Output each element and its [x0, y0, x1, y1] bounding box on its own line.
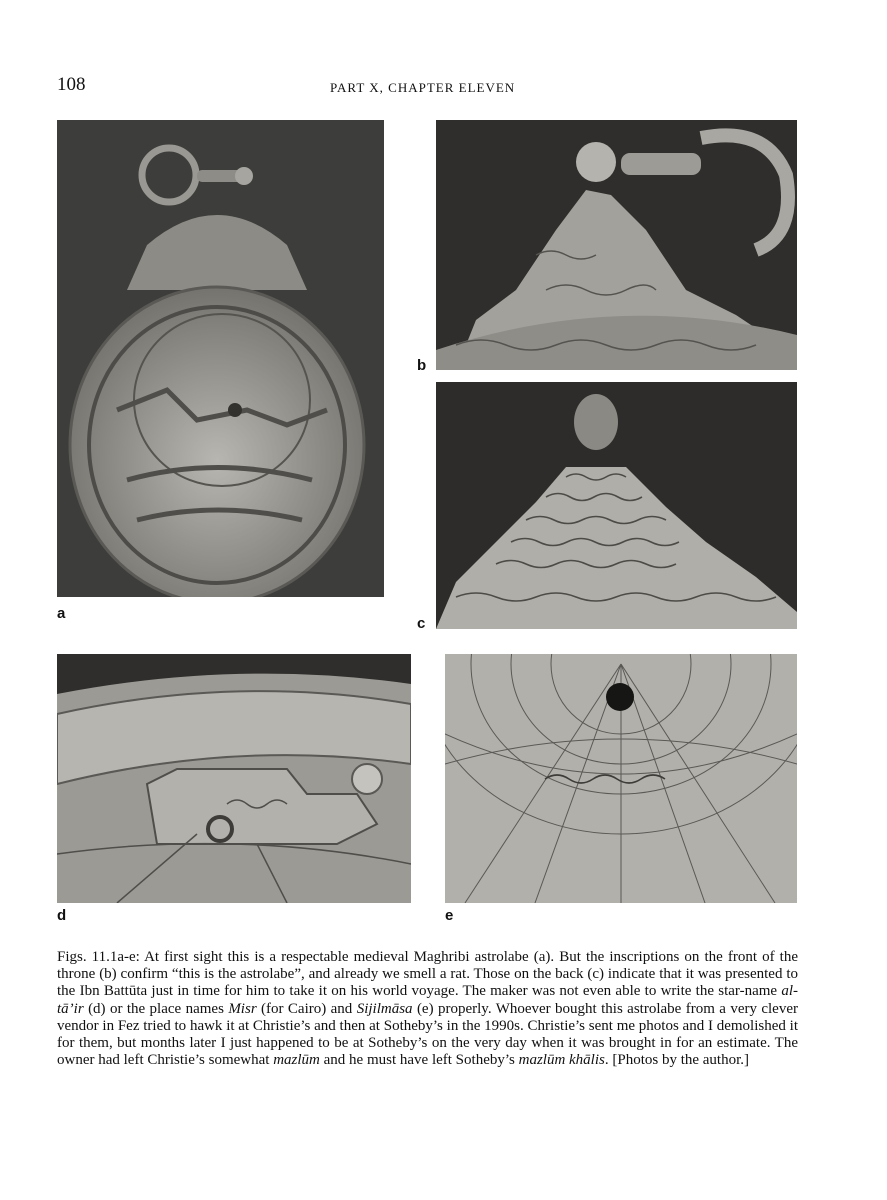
caption-text-1: Figs. 11.1a-e: At first sight this is a respectable medieval Maghribi astrolabe (a). But the inscriptions on the front of the throne (b) confirm “this is the astrolabe”, and already we smell a rat. Those on the back (c) indicate that it was presented to the Ibn Battūta just in time for him to take it on his world voyage. The maker was not even able to write the star-name	[57, 949, 798, 1000]
photo-c-throne-back	[436, 382, 797, 629]
running-head: PART X, CHAPTER ELEVEN	[330, 80, 516, 95]
caption-italic-mazlum: mazlūm	[273, 1052, 320, 1069]
figure-label-e: e	[445, 907, 454, 924]
caption-text-6: . [Photos by the author.]	[604, 1052, 750, 1069]
caption-text-4: (e) properly. Whoever bought this astrolabe from a very clever vendor in Fez tried to hawk it at Christie’s and then at Sotheby’s in the 1990s. Christie’s sent me photos and I demolished it for them, but months later I just happened to be at Sotheby’s on the very day when it was brought in for an estimate. The owner had left Christie’s somewhat	[57, 1000, 798, 1069]
photo-d-star-name	[57, 654, 411, 903]
photo-b-throne-front	[436, 120, 797, 370]
figure-caption	[57, 949, 798, 1069]
figure-label-a: a	[57, 605, 66, 622]
figure-label-c: c	[417, 615, 426, 632]
figure-label-d: d	[57, 907, 67, 924]
caption-text-3: (for Cairo) and	[256, 1000, 357, 1017]
page-number: 108	[57, 74, 86, 95]
caption-italic-star-name: al-tā’ir	[57, 983, 798, 1017]
caption-text-2: (d) or the place names	[83, 1000, 229, 1017]
photo-a-astrolabe	[57, 120, 384, 597]
caption-italic-mazlum-khalis: mazlūm khālis	[518, 1052, 605, 1069]
caption-text-5: and he must have left Sotheby’s	[319, 1052, 519, 1069]
caption-italic-sijilmasa: Sijilmāsa	[356, 1000, 413, 1017]
caption-italic-misr: Misr	[228, 1000, 257, 1017]
photo-e-place-names	[445, 654, 797, 903]
figure-label-b: b	[417, 357, 427, 374]
